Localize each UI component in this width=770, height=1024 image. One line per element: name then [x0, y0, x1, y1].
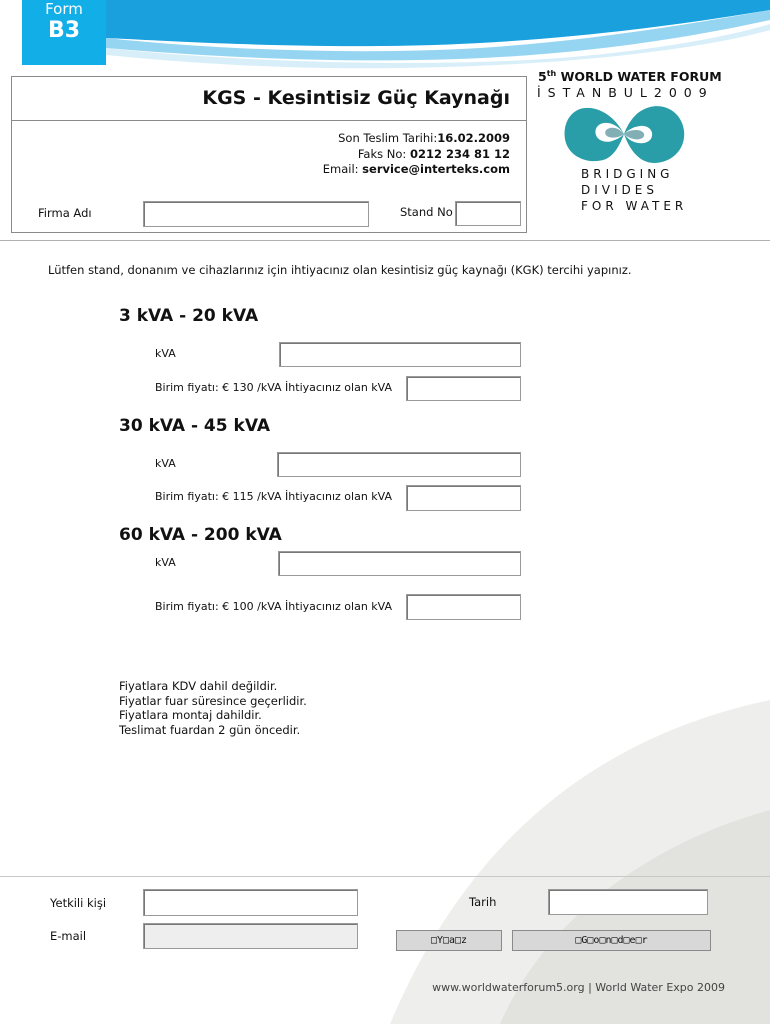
stand-input[interactable]	[455, 201, 521, 226]
form-badge-label: Form	[45, 0, 83, 18]
section-1-price-label: Birim fiyatı: € 130 /kVA İhtiyacınız olan kVA	[155, 381, 392, 394]
note-item: Teslimat fuardan 2 gün öncedir.	[119, 722, 301, 737]
email-label: Email:	[322, 162, 363, 176]
contact-person-label: Yetkili kişi	[50, 896, 107, 910]
section-1-quantity-input[interactable]	[406, 376, 521, 401]
page-title: KGS - Kesintisiz Güç Kaynağı	[202, 87, 510, 109]
section-2-kva-input[interactable]	[277, 452, 521, 477]
notes	[119, 679, 307, 737]
world-water-forum-logo-icon	[562, 103, 686, 165]
background-swoosh	[330, 690, 770, 1024]
logo-ordinal-suffix: th	[546, 69, 557, 78]
deadline-label: Son Teslim Tarihi:	[338, 131, 438, 145]
contact-person-input[interactable]	[143, 889, 358, 916]
print-button[interactable]: □Y□a□z	[396, 930, 502, 951]
logo-tagline	[581, 166, 687, 214]
logo-tagline-line-3: FOR WATER	[581, 199, 688, 213]
logo-name: WORLD WATER FORUM	[560, 69, 722, 85]
form-badge-code: B3	[47, 18, 81, 43]
section-2-quantity-input[interactable]	[406, 485, 521, 511]
section-title-2: 30 kVA - 45 kVA	[119, 416, 270, 436]
section-title-1: 3 kVA - 20 kVA	[119, 306, 259, 326]
send-button[interactable]: □G□o□n□d□e□r	[512, 930, 711, 951]
note-item: Fiyatlara montaj dahildir.	[119, 708, 262, 722]
email-line	[323, 161, 510, 177]
logo-tagline-line-2: DIVIDES	[581, 183, 658, 197]
section-3-kva-label: kVA	[155, 556, 176, 569]
logo-ordinal: 5	[538, 69, 547, 85]
section-2-kva-label: kVA	[155, 457, 176, 470]
stand-label: Stand No	[400, 205, 453, 219]
company-label: Firma Adı	[38, 206, 92, 220]
header-divider	[11, 120, 527, 121]
footer-website[interactable]: www.worldwaterforum5.org | World Water Expo 2009	[432, 981, 725, 994]
section-title-3: 60 kVA - 200 kVA	[119, 525, 282, 545]
section-3-quantity-input[interactable]	[406, 594, 521, 620]
deadline-line	[338, 130, 510, 146]
fax-label: Faks No:	[357, 147, 410, 161]
note-item: Fiyatlar fuar süresince geçerlidir.	[119, 693, 307, 708]
section-3-price-label: Birim fiyatı: € 100 /kVA İhtiyacınız olan kVA	[155, 600, 392, 613]
section-1-kva-label: kVA	[155, 347, 176, 360]
email-value: service@interteks.com	[362, 162, 510, 176]
company-input[interactable]	[143, 201, 369, 227]
email-input[interactable]	[143, 923, 358, 949]
note-item: Fiyatlara KDV dahil değildir.	[119, 679, 278, 693]
fax-value: 0212 234 81 12	[409, 147, 510, 161]
section-1-kva-input[interactable]	[279, 342, 521, 367]
header-rule	[0, 240, 770, 241]
deadline-value: 16.02.2009	[437, 131, 510, 145]
section-3-kva-input[interactable]	[278, 551, 521, 576]
logo-title	[538, 69, 722, 84]
date-label: Tarih	[469, 895, 497, 909]
logo-tagline-line-1: BRIDGING	[581, 167, 674, 181]
section-2-price-label: Birim fiyatı: € 115 /kVA İhtiyacınız olan kVA	[155, 490, 392, 503]
date-input[interactable]	[548, 889, 708, 915]
email-label-footer: E-mail	[50, 929, 87, 943]
logo-city: İSTANBUL2009	[537, 85, 714, 100]
footer-rule	[0, 876, 770, 877]
intro-text: Lütfen stand, donanım ve cihazlarınız için ihtiyacınız olan kesintisiz güç kaynağı (KGK) tercihi yapınız.	[48, 263, 632, 277]
header-wave-decoration	[0, 0, 770, 70]
fax-line	[358, 146, 510, 162]
form-badge	[22, 0, 106, 65]
